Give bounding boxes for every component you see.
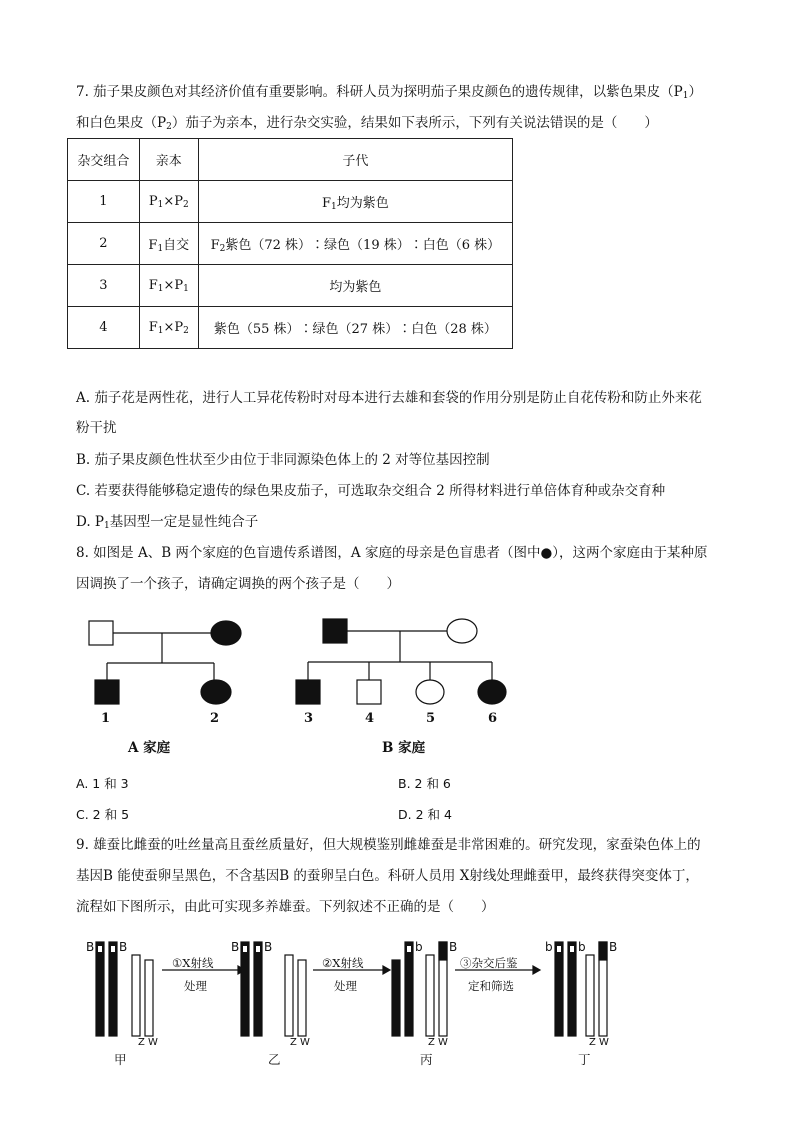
label-jia: 甲 <box>114 1052 127 1067</box>
b-child-4-unaffected-male <box>357 680 381 704</box>
a-child-2-affected-female <box>201 680 231 704</box>
gene-label-lower-b: b <box>545 940 553 954</box>
cross-offspring: $F_1$均为紫色 <box>198 181 512 223</box>
q7-option-a-line2: 粉干扰 <box>76 420 117 436</box>
cross-offspring: $F_2$紫色（72 株）∶绿色（19 株）∶白色（6 株） <box>198 223 512 265</box>
child-number-4: 4 <box>365 711 375 726</box>
b-father-affected-male <box>323 619 347 643</box>
cross-id: 2 <box>68 223 140 265</box>
q8-option-b: B. 2 和 6 <box>398 776 451 791</box>
chromosomes-yi <box>241 942 306 1036</box>
step-2-label-2: 处理 <box>334 979 357 993</box>
q7-stem-line2: 和白色果皮$(P_2)$茄子为亲本，进行杂交实验，结果如下表所示，下列有关说法错误的是（ ） <box>76 115 658 132</box>
step-1-label-2: 处理 <box>184 979 207 993</box>
step-2-label: ②X射线 <box>322 956 364 970</box>
b-child-3-affected-male <box>296 680 320 704</box>
gene-label-b: B <box>231 940 240 954</box>
child-number-5: 5 <box>426 711 436 726</box>
q7-option-b: B. 茄子果皮颜色性状至少由位于非同源染色体上的 2 对等位基因控制 <box>76 452 490 468</box>
label-yi: 乙 <box>268 1052 281 1067</box>
gene-label-b: B <box>609 940 618 954</box>
q7-option-c: C. 若要获得能够稳定遗传的绿色果皮茄子，可选取杂交组合 2 所得材料进行单倍体育种或杂交育种 <box>76 483 666 499</box>
step-1-label: ①X射线 <box>172 956 214 970</box>
q9-stem-line2: 基因B 能使蚕卵呈黑色，不含基因B 的蚕卵呈白色。科研人员用 X射线处理雌蚕甲，最终获得突变体丁， <box>76 868 699 884</box>
a-mother-affected-female <box>211 621 241 645</box>
q7-option-d: D. $P_1$基因型一定是显性纯合子 <box>76 514 259 531</box>
b-mother-unaffected-female <box>447 619 477 643</box>
zw-label-ding: Z W <box>589 1037 609 1048</box>
table-header-cell: 杂交组合 <box>68 139 140 181</box>
q8-stem-line1: 8. 如图是 A、B 两个家庭的色盲遗传系谱图，A 家庭的母亲是色盲患者（图中●），这两个家庭由于某种原 <box>76 545 708 561</box>
b-child-6-affected-female <box>478 680 506 704</box>
family-b-label: B 家庭 <box>382 740 426 756</box>
cross-offspring: 紫色（55 株）∶绿色（27 株）∶白色（28 株） <box>198 307 512 349</box>
child-number-2: 2 <box>210 711 220 726</box>
zw-label-jia: Z W <box>138 1037 158 1048</box>
family-a-label: A 家庭 <box>128 740 171 756</box>
cross-parents: $P_1\times P_2$ <box>139 181 198 223</box>
child-number-6: 6 <box>488 711 498 726</box>
child-number-1: 1 <box>101 711 111 726</box>
zw-label-bing: Z W <box>428 1037 448 1048</box>
family-a-pedigree <box>89 621 241 704</box>
step-3-label-2: 定和筛选 <box>468 979 514 993</box>
q9-stem-line3: 流程如下图所示，由此可实现多养雄蚕。下列叙述不正确的是（ ） <box>76 899 495 915</box>
cross-id: 4 <box>68 307 140 349</box>
cross-offspring: 均为紫色 <box>198 265 512 307</box>
gene-label-lower-b: b <box>578 940 586 954</box>
a-child-1-affected-male <box>95 680 119 704</box>
q8-option-d: D. 2 和 4 <box>398 807 452 822</box>
cross-parents: $F_1\times P_2$ <box>139 307 198 349</box>
step-3-label: ③杂交后鉴 <box>460 956 518 970</box>
chromosomes-ding <box>555 942 607 1036</box>
zw-label-yi: Z W <box>290 1037 310 1048</box>
a-father-unaffected-male <box>89 621 113 645</box>
gene-label-b: B <box>86 940 95 954</box>
b-child-5-unaffected-female <box>416 680 444 704</box>
label-bing: 丙 <box>420 1052 433 1067</box>
gene-label-b: B <box>449 940 458 954</box>
family-b-pedigree <box>296 619 506 704</box>
q8-stem-line2: 因调换了一个孩子，请确定调换的两个孩子是（ ） <box>76 576 400 592</box>
gene-label-b: B <box>119 940 128 954</box>
table-header-cell: 子代 <box>198 139 512 181</box>
chromosomes-jia <box>96 942 153 1036</box>
gene-label-lower-b: b <box>415 940 423 954</box>
cross-parents: $F_1$自交 <box>139 223 198 265</box>
gene-label-b: B <box>264 940 273 954</box>
q8-option-a: A. 1 和 3 <box>76 776 129 791</box>
q7-stem-line1: 7. 茄子果皮颜色对其经济价值有重要影响。科研人员为探明茄子果皮颜色的遗传规律，以紫色果皮$(P_1)$ <box>76 84 702 101</box>
cross-id: 1 <box>68 181 140 223</box>
table-header-cell: 亲本 <box>139 139 198 181</box>
q9-stem-line1: 9. 雄蚕比雌蚕的吐丝量高且蚕丝质量好，但大规模鉴别雌雄蚕是非常困难的。研究发现，家蚕染色体上的 <box>76 837 701 853</box>
q8-option-c: C. 2 和 5 <box>76 807 130 822</box>
child-number-3: 3 <box>304 711 314 726</box>
cross-parents: $F_1\times P_1$ <box>139 265 198 307</box>
q7-option-a-line1: A. 茄子花是两性花，进行人工异花传粉时对母本进行去雄和套袋的作用分别是防止自花传粉和防止外来花 <box>76 390 702 406</box>
cross-id: 3 <box>68 265 140 307</box>
chromosomes-bing <box>392 942 447 1036</box>
label-ding: 丁 <box>578 1052 591 1067</box>
